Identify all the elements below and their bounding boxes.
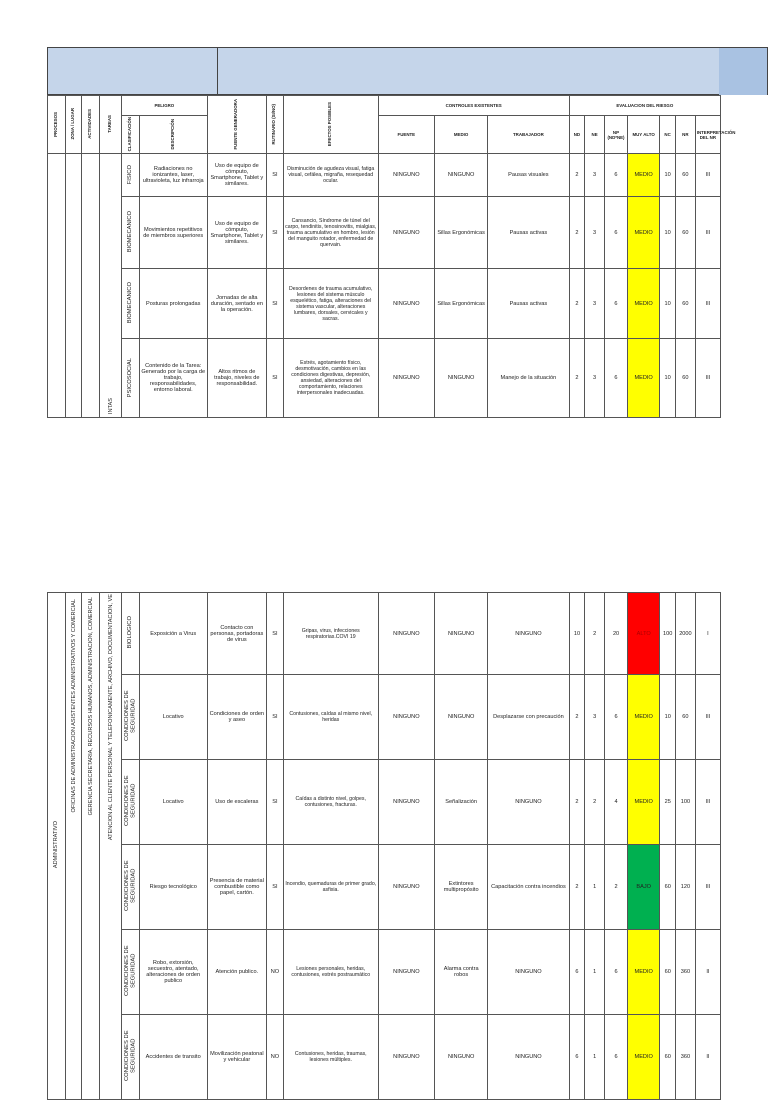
risk-level-badge: MEDIO xyxy=(628,675,660,760)
ne-cell: 3 xyxy=(585,154,605,197)
clasificacion-cell: PSICOSOCIAL xyxy=(122,339,140,418)
fuente-generadora-cell: Contacto con personas, portadoras de virus xyxy=(207,593,266,675)
clasificacion-cell: CONDICIONES DE SEGURIDAD xyxy=(122,930,140,1015)
risk-level-badge: MEDIO xyxy=(628,1015,660,1100)
actividades-cell-top xyxy=(82,154,100,418)
actividades-cell: GERENCIA SECRETARIA, RECURSOS HUMANOS, ADMINISTRACION, COMERCIAL xyxy=(82,593,100,1100)
descripcion-cell: Robo, extorsión, secuestro, atentado, alteraciones de orden publico xyxy=(139,930,207,1015)
rutinario-cell: SI xyxy=(267,269,284,339)
fuente-generadora-cell: Uso de equipo de cómputo, Smartphone, Tablet y similares. xyxy=(207,154,266,197)
interp-nr-cell: III xyxy=(695,197,720,269)
header-controles: CONTROLES EXISTENTES xyxy=(378,96,569,116)
nd-cell: 2 xyxy=(569,339,585,418)
ne-cell: 2 xyxy=(585,760,605,845)
risk-level-badge: MEDIO xyxy=(627,269,659,339)
efectos-cell: Incendio, quemaduras de primer grado, asfixia. xyxy=(283,845,378,930)
table-row xyxy=(48,339,721,418)
descripcion-cell: Locativo xyxy=(139,675,207,760)
nd-cell: 2 xyxy=(569,845,585,930)
fuente-cell: NINGUNO xyxy=(378,339,434,418)
risk-level-badge: BAJO xyxy=(628,845,660,930)
table-row xyxy=(48,930,721,1015)
table-row xyxy=(48,269,721,339)
interp-nr-cell: III xyxy=(695,845,720,930)
rutinario-cell: SI xyxy=(267,154,284,197)
fuente-generadora-cell: Atención publico. xyxy=(207,930,266,1015)
clasificacion-cell: CONDICIONES DE SEGURIDAD xyxy=(122,845,140,930)
header-fuente-generadora: FUENTE GENERADORA xyxy=(207,96,266,154)
descripcion-cell: Exposición a Virus xyxy=(139,593,207,675)
ne-cell: 3 xyxy=(585,675,605,760)
efectos-cell: Lesiones personales, heridas, contusiones, estrés postraumático xyxy=(283,930,378,1015)
medio-cell: NINGUNO xyxy=(435,1015,488,1100)
medio-cell: NINGUNO xyxy=(435,339,488,418)
header-peligro: PELIGRO xyxy=(122,96,208,116)
nr-cell: 60 xyxy=(675,269,695,339)
trabajador-cell: Manejo de la situación xyxy=(488,339,569,418)
title-block-notch xyxy=(719,48,767,95)
header-proceso: PROCESOS xyxy=(48,96,66,154)
header-descripcion: DESCRIPCIÓN xyxy=(139,116,207,154)
descripcion-cell: Contenido de la Tarea: Generado por la carga de trabajo, responsabilidades, entorno laboral. xyxy=(139,339,207,418)
nr-cell: 2000 xyxy=(676,593,696,675)
fuente-cell: NINGUNO xyxy=(378,760,434,845)
medio-cell: Señalización xyxy=(435,760,488,845)
header-np: NP (ND*NE) xyxy=(605,116,628,154)
clasificacion-cell: FISICO xyxy=(122,154,140,197)
ne-cell: 2 xyxy=(585,593,605,675)
fuente-cell: NINGUNO xyxy=(378,197,434,269)
trabajador-cell: Pausas activas xyxy=(488,269,569,339)
ne-cell: 1 xyxy=(585,845,605,930)
nr-cell: 360 xyxy=(676,1015,696,1100)
clasificacion-cell: BIOMECANICO xyxy=(122,197,140,269)
trabajador-cell: Pausas activas xyxy=(488,197,569,269)
clasificacion-cell: BIOLOGICO xyxy=(122,593,140,675)
fuente-cell: NINGUNO xyxy=(378,154,434,197)
np-cell: 6 xyxy=(605,339,628,418)
trabajador-cell: NINGUNO xyxy=(488,760,569,845)
descripcion-cell: Movimientos repetitivos de miembros superiores xyxy=(139,197,207,269)
trabajador-cell: Capacitación contra incendios xyxy=(488,845,569,930)
interp-nr-cell: III xyxy=(695,269,720,339)
medio-cell: NINGUNO xyxy=(435,593,488,675)
clasificacion-cell: CONDICIONES DE SEGURIDAD xyxy=(122,1015,140,1100)
risk-matrix-bottom xyxy=(47,592,721,1100)
interp-nr-cell: II xyxy=(695,930,720,1015)
nc-cell: 10 xyxy=(660,675,676,760)
ne-cell: 1 xyxy=(585,930,605,1015)
efectos-cell: Desordenes de trauma acumulativo, lesiones del sistema músculo esquelético, fatiga, alteraciones del sistema vascular, alteraciones lumbares, dorsales, cervicales y sacras. xyxy=(283,269,378,339)
nr-cell: 360 xyxy=(676,930,696,1015)
descripcion-cell: Riesgo tecnológico xyxy=(139,845,207,930)
header-medio: MEDIO xyxy=(435,116,488,154)
clasificacion-cell: BIOMECANICO xyxy=(122,269,140,339)
nc-cell: 60 xyxy=(660,930,676,1015)
fuente-cell: NINGUNO xyxy=(378,930,434,1015)
fuente-cell: NINGUNO xyxy=(378,593,434,675)
header-evaluacion: EVALUACION DEL RIESGO xyxy=(569,96,720,116)
fuente-generadora-cell: Uso de escaleras xyxy=(207,760,266,845)
np-cell: 6 xyxy=(605,930,628,1015)
trabajador-cell: NINGUNO xyxy=(488,930,569,1015)
header-zona: ZONA / LUGAR xyxy=(65,96,82,154)
fuente-generadora-cell: Condiciones de orden y aseo xyxy=(207,675,266,760)
efectos-cell: Gripas, virus, infecciones respiratorias.COVI 19 xyxy=(283,593,378,675)
risk-level-badge: ALTO xyxy=(628,593,660,675)
trabajador-cell: Pausas visuales xyxy=(488,154,569,197)
nr-cell: 60 xyxy=(675,197,695,269)
table-row xyxy=(48,760,721,845)
descripcion-cell: Radiaciones no ionizantes, laser, ultravioleta, luz infrarroja xyxy=(139,154,207,197)
nd-cell: 2 xyxy=(569,197,585,269)
header-nr: NR xyxy=(675,116,695,154)
proceso-cell-top xyxy=(48,154,66,418)
nc-cell: 10 xyxy=(660,154,676,197)
np-cell: 4 xyxy=(605,760,628,845)
nc-cell: 10 xyxy=(660,269,676,339)
np-cell: 6 xyxy=(605,197,628,269)
fuente-generadora-cell: Altos ritmos de trabajo, niveles de responsabilidad. xyxy=(207,339,266,418)
nc-cell: 10 xyxy=(660,339,676,418)
nc-cell: 10 xyxy=(660,197,676,269)
medio-cell: Sillas Ergonómicas xyxy=(435,197,488,269)
nc-cell: 60 xyxy=(660,1015,676,1100)
nr-cell: 60 xyxy=(676,675,696,760)
rutinario-cell: NO xyxy=(267,1015,284,1100)
trabajador-cell: Desplazarse con precaución xyxy=(488,675,569,760)
ne-cell: 3 xyxy=(585,197,605,269)
fuente-generadora-cell: Movilización peatonal y vehicular xyxy=(207,1015,266,1100)
zona-cell: OFICINAS DE ADMINISTRACION ASISTENTES ADMINISTRATIVOS Y COMERCIAL xyxy=(65,593,82,1100)
risk-level-badge: MEDIO xyxy=(628,930,660,1015)
header-tareas: TAREAS xyxy=(100,96,122,154)
header-interp-np: MUY ALTO xyxy=(627,116,659,154)
risk-level-badge: MEDIO xyxy=(627,154,659,197)
nd-cell: 10 xyxy=(569,593,585,675)
interp-nr-cell: III xyxy=(695,154,720,197)
rutinario-cell: SI xyxy=(267,197,284,269)
risk-level-badge: MEDIO xyxy=(627,197,659,269)
clasificacion-cell: CONDICIONES DE SEGURIDAD xyxy=(122,760,140,845)
medio-cell: Alarma contra robos xyxy=(435,930,488,1015)
table-row xyxy=(48,197,721,269)
table-row xyxy=(48,845,721,930)
efectos-cell: Contusiones, caídas al mismo nivel, heridas xyxy=(283,675,378,760)
fuente-cell: NINGUNO xyxy=(378,269,434,339)
header-trabajador: TRABAJADOR xyxy=(488,116,569,154)
nr-cell: 120 xyxy=(676,845,696,930)
fuente-generadora-cell: Jornadas de alta duración, sentado en la operación. xyxy=(207,269,266,339)
nc-cell: 100 xyxy=(660,593,676,675)
fuente-cell: NINGUNO xyxy=(378,1015,434,1100)
fuente-cell: NINGUNO xyxy=(378,845,434,930)
interp-nr-cell: III xyxy=(695,675,720,760)
nr-cell: 60 xyxy=(675,154,695,197)
medio-cell: Extintores multipropósito xyxy=(435,845,488,930)
interp-nr-cell: III xyxy=(695,339,720,418)
header-ne: NE xyxy=(585,116,605,154)
risk-level-badge: MEDIO xyxy=(628,760,660,845)
interp-nr-cell: III xyxy=(695,760,720,845)
fuente-generadora-cell: Uso de equipo de cómputo, Smartphone, Tablet y similares. xyxy=(207,197,266,269)
header-actividades: ACTIVIDADES xyxy=(82,96,100,154)
nd-cell: 6 xyxy=(569,930,585,1015)
title-block-right xyxy=(218,47,768,95)
descripcion-cell: Accidentes de transito xyxy=(139,1015,207,1100)
nd-cell: 2 xyxy=(569,269,585,339)
rutinario-cell: SI xyxy=(267,845,284,930)
clasificacion-cell: CONDICIONES DE SEGURIDAD xyxy=(122,675,140,760)
rutinario-cell: SI xyxy=(267,593,284,675)
header-nd: ND xyxy=(569,116,585,154)
tareas-cell-top: INTAS xyxy=(100,154,122,418)
nc-cell: 60 xyxy=(660,845,676,930)
ne-cell: 3 xyxy=(585,339,605,418)
efectos-cell: Caídas a distinto nivel, golpes, contusiones, fracturas. xyxy=(283,760,378,845)
fuente-generadora-cell: Presencia de material combustible como papel, cartón. xyxy=(207,845,266,930)
nd-cell: 2 xyxy=(569,760,585,845)
header-rutinario: RUTINARIO (SI/NO) xyxy=(267,96,284,154)
nd-cell: 2 xyxy=(569,675,585,760)
nd-cell: 2 xyxy=(569,154,585,197)
np-cell: 6 xyxy=(605,269,628,339)
risk-level-badge: MEDIO xyxy=(627,339,659,418)
medio-cell: NINGUNO xyxy=(435,154,488,197)
descripcion-cell: Locativo xyxy=(139,760,207,845)
ne-cell: 1 xyxy=(585,1015,605,1100)
tareas-cell: ATENCION AL CLIENTE PERSONAL Y TELEFONICAMENTE, ARCHIVO, DOCUMENTACION, VE xyxy=(100,593,122,1100)
table-row xyxy=(48,1015,721,1100)
table-row xyxy=(48,593,721,675)
np-cell: 20 xyxy=(605,593,628,675)
proceso-cell: ADMINISTRATIVO xyxy=(48,593,66,1100)
trabajador-cell: NINGUNO xyxy=(488,1015,569,1100)
title-block-left xyxy=(47,47,218,95)
header-clasificacion: CLASIFICACIÓN xyxy=(122,116,140,154)
header-efectos: EFECTOS POSIBLES xyxy=(283,96,378,154)
np-cell: 6 xyxy=(605,675,628,760)
efectos-cell: Cansancio, Síndrome de túnel del carpo, tendinitis, tenosinovitis, mialgias, trauma acumulativo en hombro, lesión del manguito rotador, enfermedad de quervain. xyxy=(283,197,378,269)
nc-cell: 25 xyxy=(660,760,676,845)
np-cell: 2 xyxy=(605,845,628,930)
interp-nr-cell: I xyxy=(695,593,720,675)
rutinario-cell: SI xyxy=(267,339,284,418)
efectos-cell: Contusiones, heridas, traumas, lesiones múltiples. xyxy=(283,1015,378,1100)
np-cell: 6 xyxy=(605,1015,628,1100)
header-nc: NC xyxy=(660,116,676,154)
descripcion-cell: Posturas prolongadas xyxy=(139,269,207,339)
table-row xyxy=(48,154,721,197)
ne-cell: 3 xyxy=(585,269,605,339)
nd-cell: 6 xyxy=(569,1015,585,1100)
header-fuente: FUENTE xyxy=(378,116,434,154)
zona-cell-top xyxy=(65,154,82,418)
rutinario-cell: SI xyxy=(267,675,284,760)
fuente-cell: NINGUNO xyxy=(378,675,434,760)
efectos-cell: Disminución de agudeza visual, fatiga visual, cefálea, migraña, resequedad ocular. xyxy=(283,154,378,197)
rutinario-cell: NO xyxy=(267,930,284,1015)
table-row xyxy=(48,675,721,760)
interp-nr-cell: II xyxy=(695,1015,720,1100)
risk-matrix-top xyxy=(47,95,736,418)
nr-cell: 100 xyxy=(676,760,696,845)
trabajador-cell: NINGUNO xyxy=(488,593,569,675)
rutinario-cell: SI xyxy=(267,760,284,845)
medio-cell: Sillas Ergonómicas xyxy=(435,269,488,339)
efectos-cell: Estrés, agotamiento físico, desmotivación, cambios en las condiciones digestivas, depresión, ansiedad, alteraciones del comportamiento, relaciones interpersonales inadecuadas. xyxy=(283,339,378,418)
medio-cell: NINGUNO xyxy=(435,675,488,760)
nr-cell: 60 xyxy=(675,339,695,418)
header-interp-nr: INTERPRETACIÓN DEL NR xyxy=(695,116,720,154)
np-cell: 6 xyxy=(605,154,628,197)
